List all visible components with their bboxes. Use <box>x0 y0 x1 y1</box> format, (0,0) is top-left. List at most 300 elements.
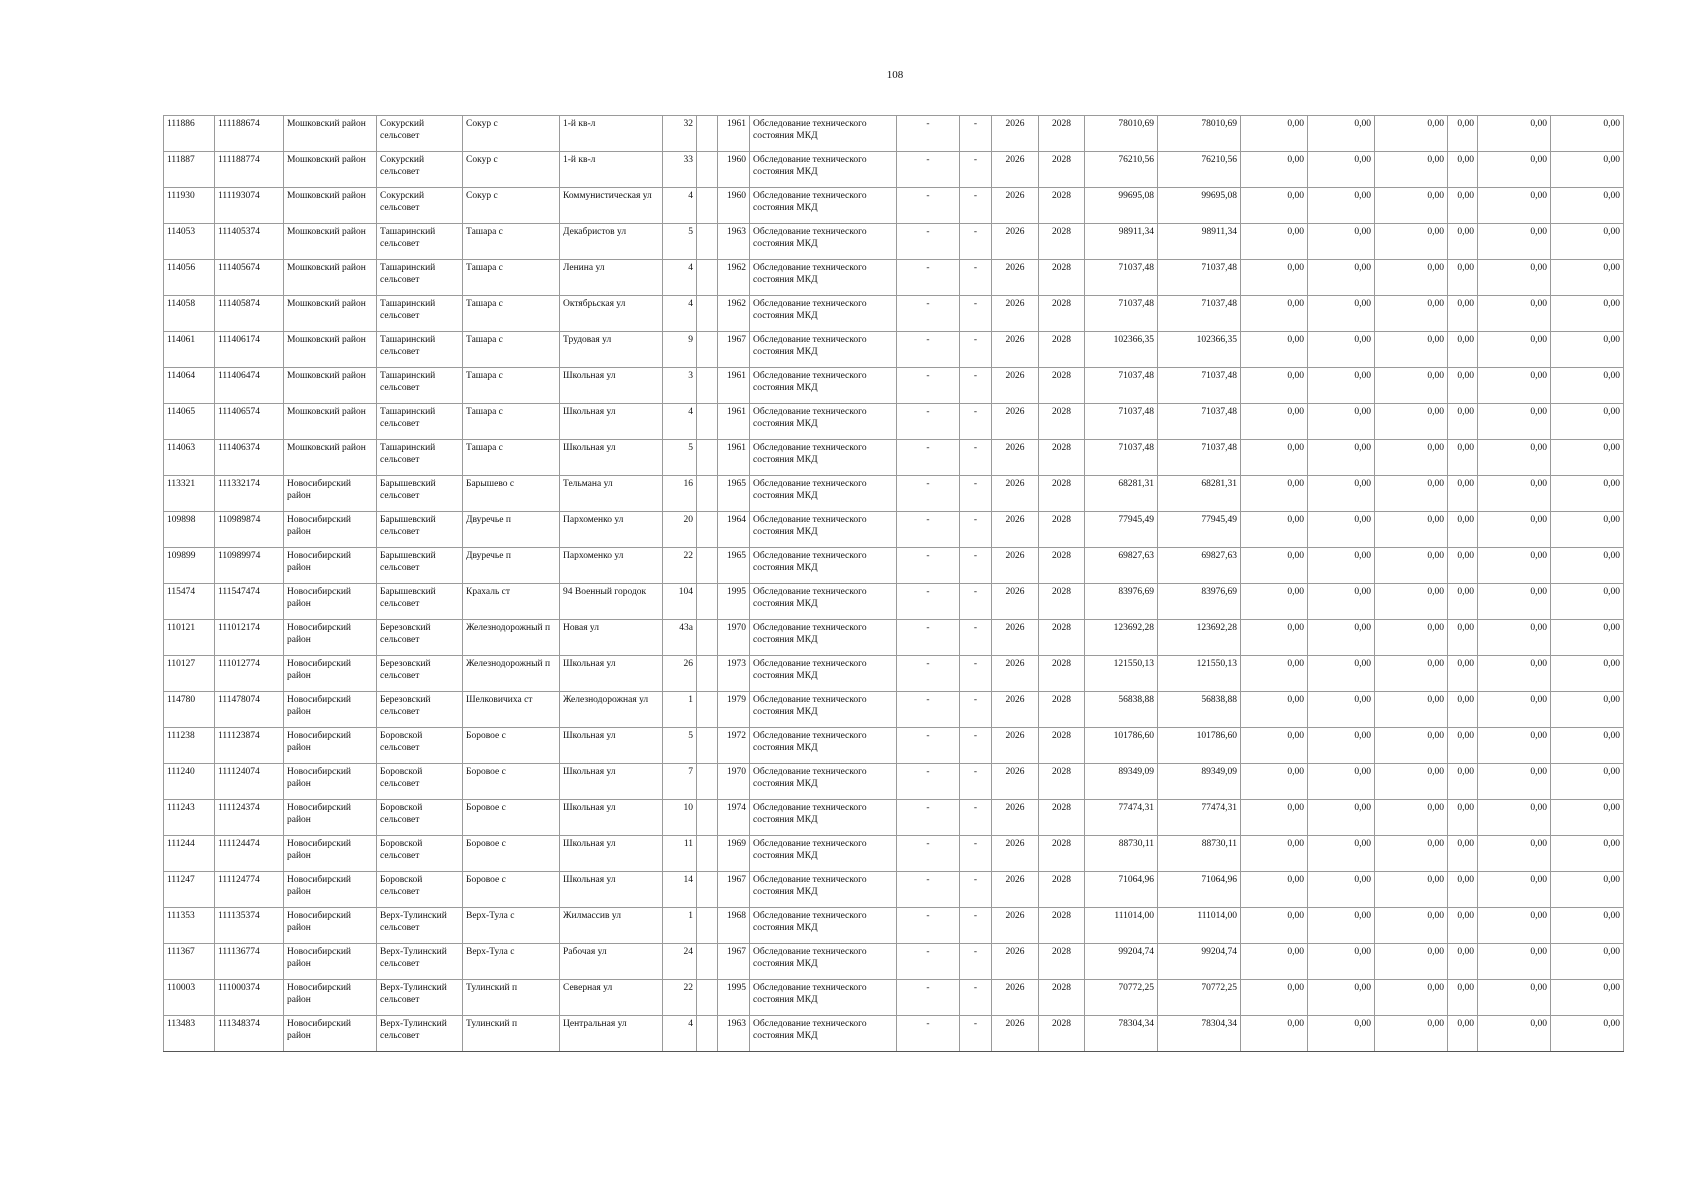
value-1-cell: - <box>897 692 960 728</box>
house-number-cell: 3 <box>663 368 697 404</box>
start-year-cell: 2026 <box>992 224 1039 260</box>
finance-3-cell: 0,00 <box>1375 152 1448 188</box>
end-year-cell: 2028 <box>1039 548 1085 584</box>
build-year-cell: 1995 <box>718 980 750 1016</box>
district-cell: Мошковский район <box>284 260 377 296</box>
finance-1-cell: 0,00 <box>1241 404 1308 440</box>
value-1-cell: - <box>897 404 960 440</box>
table-row <box>164 764 1624 800</box>
value-1-cell: - <box>897 224 960 260</box>
finance-6-cell: 0,00 <box>1551 944 1624 980</box>
finance-2-cell: 0,00 <box>1308 476 1375 512</box>
work-type-cell: Обследование технического состояния МКД <box>750 296 897 332</box>
row-id-cell: 111243 <box>164 800 215 836</box>
work-type-cell: Обследование технического состояния МКД <box>750 152 897 188</box>
district-cell: Новосибирский район <box>284 728 377 764</box>
settlement-cell: Барышевский сельсовет <box>377 476 463 512</box>
table-row <box>164 224 1624 260</box>
total-cost-cell: 71037,48 <box>1085 260 1158 296</box>
start-year-cell: 2026 <box>992 728 1039 764</box>
value-1-cell: - <box>897 1016 960 1052</box>
fund-sum-cell: 102366,35 <box>1158 332 1241 368</box>
finance-3-cell: 0,00 <box>1375 692 1448 728</box>
end-year-cell: 2028 <box>1039 908 1085 944</box>
page-number: 108 <box>886 69 904 81</box>
district-cell: Новосибирский район <box>284 944 377 980</box>
object-code-cell: 111124774 <box>215 872 284 908</box>
fund-sum-cell: 76210,56 <box>1158 152 1241 188</box>
end-year-cell: 2028 <box>1039 584 1085 620</box>
building-cell <box>697 836 718 872</box>
finance-3-cell: 0,00 <box>1375 656 1448 692</box>
table-row <box>164 728 1624 764</box>
row-id-cell: 114061 <box>164 332 215 368</box>
value-1-cell: - <box>897 368 960 404</box>
row-id-cell: 114056 <box>164 260 215 296</box>
total-cost-cell: 68281,31 <box>1085 476 1158 512</box>
table-row <box>164 404 1624 440</box>
table-row <box>164 116 1624 152</box>
table-row <box>164 512 1624 548</box>
building-cell <box>697 476 718 512</box>
value-1-cell: - <box>897 152 960 188</box>
street-cell: Октябрьская ул <box>560 296 663 332</box>
value-2-cell: - <box>960 872 992 908</box>
locality-cell: Сокур с <box>463 188 560 224</box>
finance-5-cell: 0,00 <box>1478 368 1551 404</box>
value-1-cell: - <box>897 260 960 296</box>
total-cost-cell: 77945,49 <box>1085 512 1158 548</box>
finance-2-cell: 0,00 <box>1308 512 1375 548</box>
finance-5-cell: 0,00 <box>1478 584 1551 620</box>
value-2-cell: - <box>960 296 992 332</box>
finance-3-cell: 0,00 <box>1375 260 1448 296</box>
object-code-cell: 111124374 <box>215 800 284 836</box>
build-year-cell: 1963 <box>718 1016 750 1052</box>
finance-5-cell: 0,00 <box>1478 872 1551 908</box>
district-cell: Новосибирский район <box>284 836 377 872</box>
table-row <box>164 980 1624 1016</box>
finance-6-cell: 0,00 <box>1551 224 1624 260</box>
building-cell <box>697 1016 718 1052</box>
district-cell: Мошковский район <box>284 332 377 368</box>
finance-2-cell: 0,00 <box>1308 116 1375 152</box>
value-1-cell: - <box>897 476 960 512</box>
fund-sum-cell: 68281,31 <box>1158 476 1241 512</box>
finance-5-cell: 0,00 <box>1478 260 1551 296</box>
build-year-cell: 1960 <box>718 152 750 188</box>
settlement-cell: Березовский сельсовет <box>377 692 463 728</box>
finance-3-cell: 0,00 <box>1375 944 1448 980</box>
row-id-cell: 109898 <box>164 512 215 548</box>
object-code-cell: 111124074 <box>215 764 284 800</box>
row-id-cell: 113321 <box>164 476 215 512</box>
house-number-cell: 22 <box>663 980 697 1016</box>
finance-4-cell: 0,00 <box>1448 908 1478 944</box>
end-year-cell: 2028 <box>1039 764 1085 800</box>
finance-2-cell: 0,00 <box>1308 872 1375 908</box>
finance-2-cell: 0,00 <box>1308 800 1375 836</box>
house-number-cell: 7 <box>663 764 697 800</box>
value-2-cell: - <box>960 548 992 584</box>
district-cell: Новосибирский район <box>284 656 377 692</box>
finance-5-cell: 0,00 <box>1478 800 1551 836</box>
total-cost-cell: 70772,25 <box>1085 980 1158 1016</box>
value-2-cell: - <box>960 836 992 872</box>
finance-1-cell: 0,00 <box>1241 692 1308 728</box>
end-year-cell: 2028 <box>1039 1016 1085 1052</box>
work-type-cell: Обследование технического состояния МКД <box>750 872 897 908</box>
house-number-cell: 1 <box>663 908 697 944</box>
settlement-cell: Верх-Тулинский сельсовет <box>377 980 463 1016</box>
finance-2-cell: 0,00 <box>1308 692 1375 728</box>
object-code-cell: 111547474 <box>215 584 284 620</box>
settlement-cell: Сокурский сельсовет <box>377 188 463 224</box>
finance-4-cell: 0,00 <box>1448 620 1478 656</box>
value-2-cell: - <box>960 440 992 476</box>
finance-1-cell: 0,00 <box>1241 872 1308 908</box>
row-id-cell: 111244 <box>164 836 215 872</box>
finance-1-cell: 0,00 <box>1241 224 1308 260</box>
object-code-cell: 111348374 <box>215 1016 284 1052</box>
finance-5-cell: 0,00 <box>1478 1016 1551 1052</box>
fund-sum-cell: 77945,49 <box>1158 512 1241 548</box>
building-cell <box>697 440 718 476</box>
district-cell: Новосибирский район <box>284 872 377 908</box>
house-number-cell: 33 <box>663 152 697 188</box>
work-type-cell: Обследование технического состояния МКД <box>750 512 897 548</box>
finance-4-cell: 0,00 <box>1448 944 1478 980</box>
finance-6-cell: 0,00 <box>1551 908 1624 944</box>
finance-1-cell: 0,00 <box>1241 260 1308 296</box>
district-cell: Новосибирский район <box>284 1016 377 1052</box>
finance-4-cell: 0,00 <box>1448 692 1478 728</box>
locality-cell: Ташара с <box>463 260 560 296</box>
finance-2-cell: 0,00 <box>1308 620 1375 656</box>
end-year-cell: 2028 <box>1039 656 1085 692</box>
end-year-cell: 2028 <box>1039 152 1085 188</box>
house-number-cell: 5 <box>663 224 697 260</box>
finance-5-cell: 0,00 <box>1478 476 1551 512</box>
total-cost-cell: 99204,74 <box>1085 944 1158 980</box>
row-id-cell: 111930 <box>164 188 215 224</box>
row-id-cell: 111887 <box>164 152 215 188</box>
locality-cell: Сокур с <box>463 152 560 188</box>
value-2-cell: - <box>960 980 992 1016</box>
build-year-cell: 1974 <box>718 800 750 836</box>
street-cell: 1-й кв-л <box>560 152 663 188</box>
value-2-cell: - <box>960 404 992 440</box>
start-year-cell: 2026 <box>992 872 1039 908</box>
value-1-cell: - <box>897 620 960 656</box>
locality-cell: Ташара с <box>463 332 560 368</box>
finance-4-cell: 0,00 <box>1448 980 1478 1016</box>
finance-1-cell: 0,00 <box>1241 620 1308 656</box>
finance-4-cell: 0,00 <box>1448 584 1478 620</box>
row-id-cell: 115474 <box>164 584 215 620</box>
building-cell <box>697 620 718 656</box>
building-cell <box>697 584 718 620</box>
street-cell: Школьная ул <box>560 656 663 692</box>
fund-sum-cell: 101786,60 <box>1158 728 1241 764</box>
street-cell: Коммунистическая ул <box>560 188 663 224</box>
finance-4-cell: 0,00 <box>1448 728 1478 764</box>
table-row <box>164 656 1624 692</box>
finance-3-cell: 0,00 <box>1375 188 1448 224</box>
finance-1-cell: 0,00 <box>1241 980 1308 1016</box>
finance-6-cell: 0,00 <box>1551 836 1624 872</box>
locality-cell: Ташара с <box>463 440 560 476</box>
finance-4-cell: 0,00 <box>1448 476 1478 512</box>
fund-sum-cell: 71037,48 <box>1158 404 1241 440</box>
total-cost-cell: 123692,28 <box>1085 620 1158 656</box>
start-year-cell: 2026 <box>992 476 1039 512</box>
table-row <box>164 188 1624 224</box>
build-year-cell: 1979 <box>718 692 750 728</box>
end-year-cell: 2028 <box>1039 620 1085 656</box>
finance-3-cell: 0,00 <box>1375 404 1448 440</box>
finance-1-cell: 0,00 <box>1241 296 1308 332</box>
value-2-cell: - <box>960 584 992 620</box>
finance-6-cell: 0,00 <box>1551 620 1624 656</box>
settlement-cell: Верх-Тулинский сельсовет <box>377 908 463 944</box>
value-2-cell: - <box>960 1016 992 1052</box>
total-cost-cell: 98911,34 <box>1085 224 1158 260</box>
table-row <box>164 476 1624 512</box>
finance-3-cell: 0,00 <box>1375 548 1448 584</box>
district-cell: Новосибирский район <box>284 476 377 512</box>
finance-4-cell: 0,00 <box>1448 440 1478 476</box>
fund-sum-cell: 56838,88 <box>1158 692 1241 728</box>
fund-sum-cell: 71037,48 <box>1158 440 1241 476</box>
work-type-cell: Обследование технического состояния МКД <box>750 908 897 944</box>
finance-1-cell: 0,00 <box>1241 332 1308 368</box>
finance-3-cell: 0,00 <box>1375 296 1448 332</box>
work-type-cell: Обследование технического состояния МКД <box>750 260 897 296</box>
finance-5-cell: 0,00 <box>1478 944 1551 980</box>
fund-sum-cell: 70772,25 <box>1158 980 1241 1016</box>
locality-cell: Тулинский п <box>463 980 560 1016</box>
start-year-cell: 2026 <box>992 440 1039 476</box>
value-1-cell: - <box>897 800 960 836</box>
object-code-cell: 111406474 <box>215 368 284 404</box>
street-cell: Железнодорожная ул <box>560 692 663 728</box>
building-cell <box>697 908 718 944</box>
finance-6-cell: 0,00 <box>1551 512 1624 548</box>
end-year-cell: 2028 <box>1039 296 1085 332</box>
finance-2-cell: 0,00 <box>1308 944 1375 980</box>
finance-2-cell: 0,00 <box>1308 404 1375 440</box>
settlement-cell: Боровской сельсовет <box>377 872 463 908</box>
district-cell: Мошковский район <box>284 224 377 260</box>
work-type-cell: Обследование технического состояния МКД <box>750 332 897 368</box>
end-year-cell: 2028 <box>1039 368 1085 404</box>
settlement-cell: Верх-Тулинский сельсовет <box>377 1016 463 1052</box>
building-cell <box>697 872 718 908</box>
total-cost-cell: 99695,08 <box>1085 188 1158 224</box>
work-type-cell: Обследование технического состояния МКД <box>750 728 897 764</box>
finance-5-cell: 0,00 <box>1478 188 1551 224</box>
object-code-cell: 111406374 <box>215 440 284 476</box>
finance-1-cell: 0,00 <box>1241 908 1308 944</box>
house-number-cell: 104 <box>663 584 697 620</box>
object-code-cell: 111123874 <box>215 728 284 764</box>
settlement-cell: Барышевский сельсовет <box>377 512 463 548</box>
district-cell: Новосибирский район <box>284 512 377 548</box>
finance-2-cell: 0,00 <box>1308 296 1375 332</box>
street-cell: Тельмана ул <box>560 476 663 512</box>
finance-6-cell: 0,00 <box>1551 332 1624 368</box>
finance-1-cell: 0,00 <box>1241 728 1308 764</box>
locality-cell: Барышево с <box>463 476 560 512</box>
settlement-cell: Ташаринский сельсовет <box>377 332 463 368</box>
object-code-cell: 111188774 <box>215 152 284 188</box>
finance-6-cell: 0,00 <box>1551 980 1624 1016</box>
build-year-cell: 1961 <box>718 116 750 152</box>
finance-2-cell: 0,00 <box>1308 188 1375 224</box>
value-1-cell: - <box>897 872 960 908</box>
finance-3-cell: 0,00 <box>1375 872 1448 908</box>
object-code-cell: 111406174 <box>215 332 284 368</box>
district-cell: Новосибирский район <box>284 764 377 800</box>
row-id-cell: 111240 <box>164 764 215 800</box>
street-cell: Трудовая ул <box>560 332 663 368</box>
total-cost-cell: 83976,69 <box>1085 584 1158 620</box>
value-1-cell: - <box>897 980 960 1016</box>
finance-3-cell: 0,00 <box>1375 1016 1448 1052</box>
street-cell: Пархоменко ул <box>560 548 663 584</box>
value-1-cell: - <box>897 656 960 692</box>
row-id-cell: 111886 <box>164 116 215 152</box>
table-row <box>164 152 1624 188</box>
finance-4-cell: 0,00 <box>1448 368 1478 404</box>
finance-3-cell: 0,00 <box>1375 980 1448 1016</box>
work-type-cell: Обследование технического состояния МКД <box>750 440 897 476</box>
district-cell: Новосибирский район <box>284 800 377 836</box>
settlement-cell: Сокурский сельсовет <box>377 116 463 152</box>
row-id-cell: 111247 <box>164 872 215 908</box>
fund-sum-cell: 71037,48 <box>1158 260 1241 296</box>
total-cost-cell: 89349,09 <box>1085 764 1158 800</box>
total-cost-cell: 121550,13 <box>1085 656 1158 692</box>
build-year-cell: 1967 <box>718 872 750 908</box>
finance-2-cell: 0,00 <box>1308 728 1375 764</box>
finance-5-cell: 0,00 <box>1478 980 1551 1016</box>
end-year-cell: 2028 <box>1039 728 1085 764</box>
finance-2-cell: 0,00 <box>1308 152 1375 188</box>
object-code-cell: 111135374 <box>215 908 284 944</box>
work-type-cell: Обследование технического состояния МКД <box>750 548 897 584</box>
finance-4-cell: 0,00 <box>1448 296 1478 332</box>
finance-1-cell: 0,00 <box>1241 188 1308 224</box>
build-year-cell: 1970 <box>718 764 750 800</box>
finance-6-cell: 0,00 <box>1551 116 1624 152</box>
row-id-cell: 113483 <box>164 1016 215 1052</box>
district-cell: Мошковский район <box>284 440 377 476</box>
work-type-cell: Обследование технического состояния МКД <box>750 800 897 836</box>
settlement-cell: Березовский сельсовет <box>377 620 463 656</box>
end-year-cell: 2028 <box>1039 836 1085 872</box>
value-2-cell: - <box>960 512 992 548</box>
building-cell <box>697 512 718 548</box>
district-cell: Новосибирский район <box>284 548 377 584</box>
row-id-cell: 110003 <box>164 980 215 1016</box>
finance-6-cell: 0,00 <box>1551 1016 1624 1052</box>
fund-sum-cell: 78304,34 <box>1158 1016 1241 1052</box>
building-cell <box>697 800 718 836</box>
street-cell: Жилмассив ул <box>560 908 663 944</box>
row-id-cell: 114058 <box>164 296 215 332</box>
total-cost-cell: 102366,35 <box>1085 332 1158 368</box>
row-id-cell: 111367 <box>164 944 215 980</box>
object-code-cell: 111405874 <box>215 296 284 332</box>
build-year-cell: 1961 <box>718 440 750 476</box>
building-cell <box>697 728 718 764</box>
finance-2-cell: 0,00 <box>1308 908 1375 944</box>
object-code-cell: 111193074 <box>215 188 284 224</box>
end-year-cell: 2028 <box>1039 116 1085 152</box>
start-year-cell: 2026 <box>992 800 1039 836</box>
building-cell <box>697 764 718 800</box>
fund-sum-cell: 71064,96 <box>1158 872 1241 908</box>
fund-sum-cell: 123692,28 <box>1158 620 1241 656</box>
work-type-cell: Обследование технического состояния МКД <box>750 116 897 152</box>
district-cell: Новосибирский район <box>284 692 377 728</box>
end-year-cell: 2028 <box>1039 476 1085 512</box>
object-code-cell: 111478074 <box>215 692 284 728</box>
start-year-cell: 2026 <box>992 764 1039 800</box>
finance-1-cell: 0,00 <box>1241 836 1308 872</box>
finance-4-cell: 0,00 <box>1448 836 1478 872</box>
finance-6-cell: 0,00 <box>1551 656 1624 692</box>
building-cell <box>697 944 718 980</box>
locality-cell: Железнодорожный п <box>463 620 560 656</box>
build-year-cell: 1961 <box>718 404 750 440</box>
finance-6-cell: 0,00 <box>1551 440 1624 476</box>
locality-cell: Верх-Тула с <box>463 908 560 944</box>
start-year-cell: 2026 <box>992 332 1039 368</box>
build-year-cell: 1964 <box>718 512 750 548</box>
work-type-cell: Обследование технического состояния МКД <box>750 980 897 1016</box>
house-number-cell: 14 <box>663 872 697 908</box>
end-year-cell: 2028 <box>1039 512 1085 548</box>
house-number-cell: 43а <box>663 620 697 656</box>
finance-5-cell: 0,00 <box>1478 296 1551 332</box>
street-cell: Школьная ул <box>560 728 663 764</box>
value-1-cell: - <box>897 764 960 800</box>
finance-1-cell: 0,00 <box>1241 368 1308 404</box>
locality-cell: Ташара с <box>463 224 560 260</box>
value-2-cell: - <box>960 908 992 944</box>
build-year-cell: 1970 <box>718 620 750 656</box>
finance-5-cell: 0,00 <box>1478 152 1551 188</box>
work-type-cell: Обследование технического состояния МКД <box>750 404 897 440</box>
house-number-cell: 26 <box>663 656 697 692</box>
start-year-cell: 2026 <box>992 188 1039 224</box>
value-2-cell: - <box>960 224 992 260</box>
work-type-cell: Обследование технического состояния МКД <box>750 764 897 800</box>
finance-1-cell: 0,00 <box>1241 944 1308 980</box>
finance-1-cell: 0,00 <box>1241 800 1308 836</box>
district-cell: Новосибирский район <box>284 980 377 1016</box>
street-cell: 1-й кв-л <box>560 116 663 152</box>
building-cell <box>697 296 718 332</box>
house-number-cell: 5 <box>663 440 697 476</box>
finance-4-cell: 0,00 <box>1448 800 1478 836</box>
finance-4-cell: 0,00 <box>1448 404 1478 440</box>
finance-1-cell: 0,00 <box>1241 764 1308 800</box>
value-2-cell: - <box>960 368 992 404</box>
